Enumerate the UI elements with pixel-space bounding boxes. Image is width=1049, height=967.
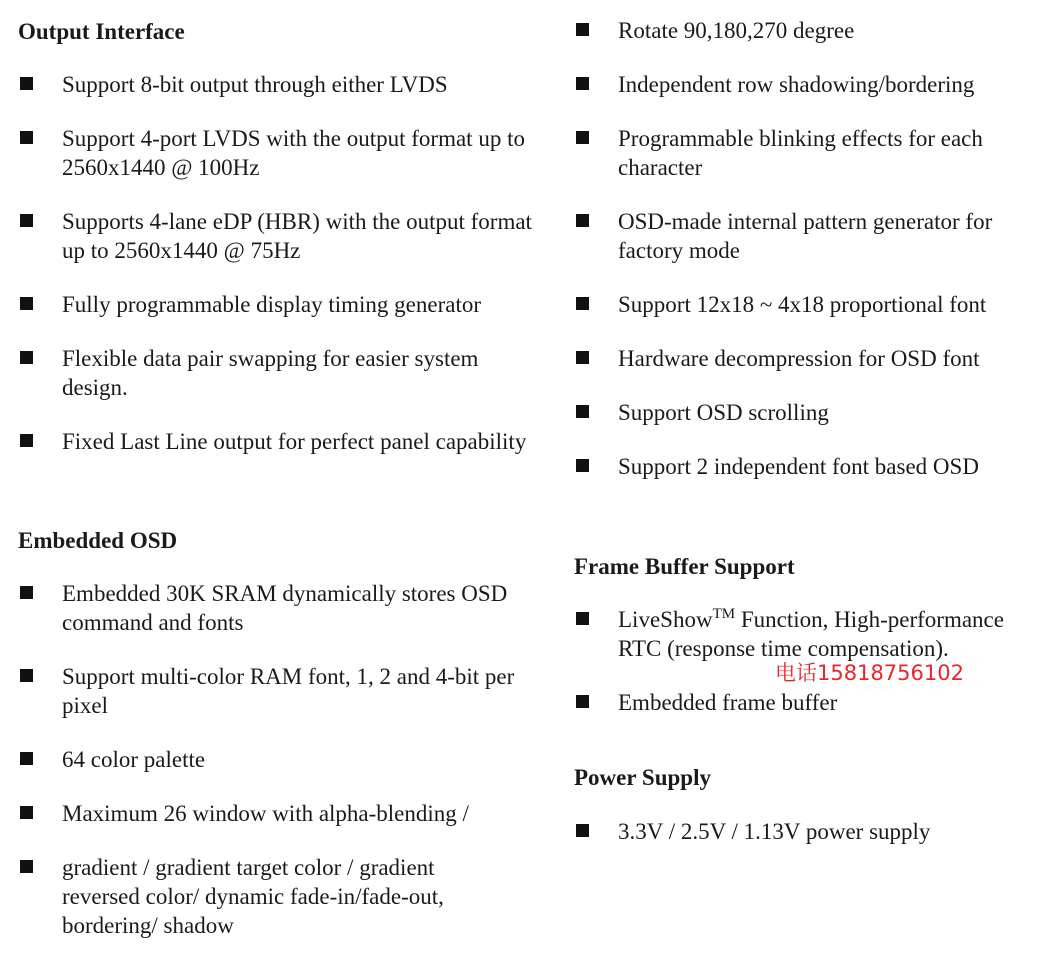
square-bullet-icon <box>20 860 33 873</box>
list-item: Flexible data pair swapping for easier system design. <box>18 344 538 402</box>
heading-output-interface: Output Interface <box>18 19 185 44</box>
list-item: Embedded 30K SRAM dynamically stores OSD command and fonts <box>18 579 538 637</box>
list-item: Support 8-bit output through either LVDS <box>18 70 538 99</box>
liveshow-description: Function, High-performance RTC (response time compensation). <box>618 607 1004 661</box>
list-item: Supports 4-lane eDP (HBR) with the output format up to 2560x1440 @ 75Hz <box>18 207 538 265</box>
square-bullet-icon <box>20 586 33 599</box>
list-item: Support 12x18 ~ 4x18 proportional font <box>574 290 1044 319</box>
list-item: Support OSD scrolling <box>574 398 1044 427</box>
square-bullet-icon <box>576 23 589 36</box>
list-item: Support multi-color RAM font, 1, 2 and 4-bit per pixel <box>18 662 538 720</box>
square-bullet-icon <box>576 351 589 364</box>
square-bullet-icon <box>576 297 589 310</box>
list-item <box>574 605 1044 663</box>
liveshow-text <box>618 605 1044 663</box>
square-bullet-icon <box>576 131 589 144</box>
square-bullet-icon <box>576 695 589 708</box>
list-item: Embedded frame buffer <box>574 688 1044 717</box>
list-item: 64 color palette <box>18 745 538 774</box>
square-bullet-icon <box>20 214 33 227</box>
list-item: Independent row shadowing/bordering <box>574 70 1044 99</box>
list-item: gradient / gradient target color / gradient reversed color/ dynamic fade-in/fade-out, bordering/ shadow <box>18 853 498 940</box>
trademark-superscript: TM <box>712 606 736 622</box>
square-bullet-icon <box>20 434 33 447</box>
square-bullet-icon <box>20 297 33 310</box>
list-item: OSD-made internal pattern generator for factory mode <box>574 207 1044 265</box>
square-bullet-icon <box>576 405 589 418</box>
list-item: Hardware decompression for OSD font <box>574 344 1044 373</box>
square-bullet-icon <box>20 669 33 682</box>
square-bullet-icon <box>576 612 589 625</box>
square-bullet-icon <box>576 77 589 90</box>
phone-watermark: 电话15818756102 <box>775 661 964 685</box>
square-bullet-icon <box>20 752 33 765</box>
list-item: Support 2 independent font based OSD <box>574 452 1044 481</box>
square-bullet-icon <box>576 214 589 227</box>
square-bullet-icon <box>20 351 33 364</box>
square-bullet-icon <box>20 131 33 144</box>
list-item: Fixed Last Line output for perfect panel capability <box>18 427 538 456</box>
square-bullet-icon <box>20 77 33 90</box>
heading-frame-buffer-support: Frame Buffer Support <box>574 554 795 579</box>
heading-power-supply: Power Supply <box>574 765 711 790</box>
list-item: Programmable blinking effects for each character <box>574 124 1044 182</box>
liveshow-name: LiveShow <box>618 607 713 632</box>
list-item: Fully programmable display timing generator <box>18 290 538 319</box>
list-item: Rotate 90,180,270 degree <box>574 16 1044 45</box>
square-bullet-icon <box>20 806 33 819</box>
square-bullet-icon <box>576 459 589 472</box>
list-item: 3.3V / 2.5V / 1.13V power supply <box>574 817 1044 846</box>
list-item: Support 4-port LVDS with the output format up to 2560x1440 @ 100Hz <box>18 124 538 182</box>
square-bullet-icon <box>576 824 589 837</box>
list-item: Maximum 26 window with alpha-blending / <box>18 799 538 828</box>
heading-embedded-osd: Embedded OSD <box>18 528 178 553</box>
